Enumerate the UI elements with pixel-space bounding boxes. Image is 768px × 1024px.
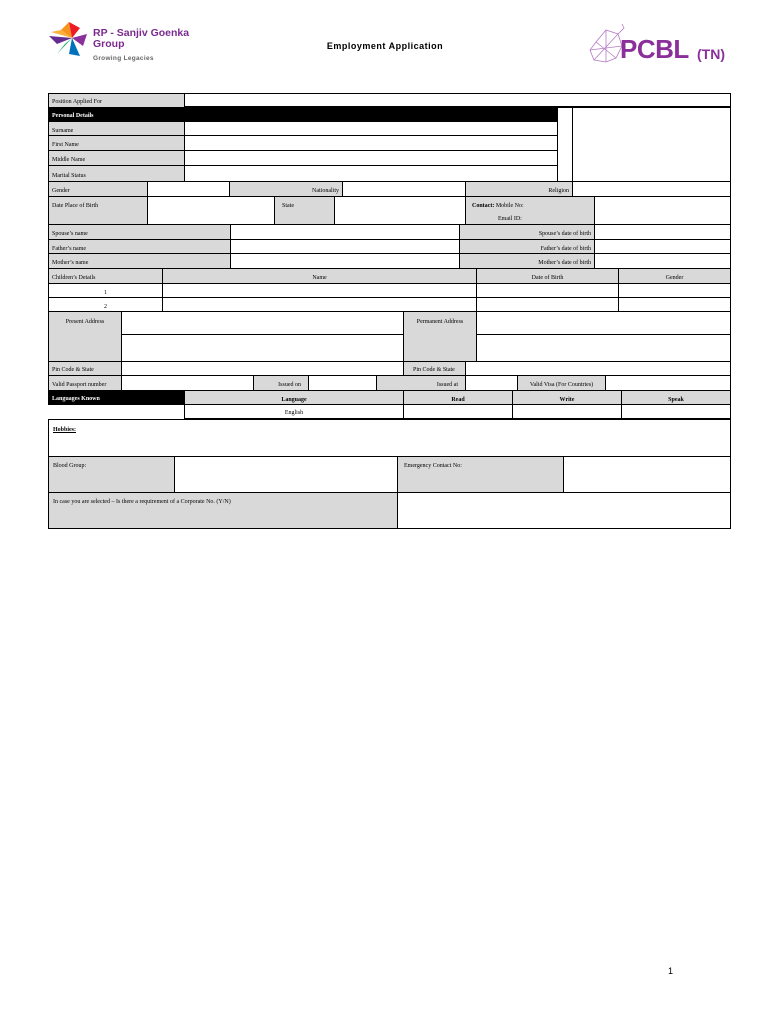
surname-field[interactable]: [184, 121, 558, 136]
rp-logo-text: [93, 28, 189, 50]
blood-group-label: Blood Group:: [48, 456, 175, 493]
lang-row-english: English: [184, 404, 404, 419]
lang-english-speak[interactable]: [621, 404, 731, 419]
rp-logo-line2: Group: [93, 38, 125, 50]
email-label: Email ID:: [498, 216, 522, 222]
children-row-1-index: 1: [48, 283, 163, 298]
page-title: Employment Application: [326, 41, 444, 51]
passport-field[interactable]: [121, 375, 254, 391]
languages-known-header: Languages Known: [48, 390, 185, 405]
issued-on-field[interactable]: [308, 375, 377, 391]
marital-status-label: Marital Status: [48, 165, 185, 182]
children-col-name: Name: [162, 268, 477, 284]
state-label: State: [274, 196, 335, 225]
father-name-field[interactable]: [230, 239, 460, 254]
religion-field[interactable]: [572, 181, 731, 197]
gender-label: Gender: [48, 181, 148, 197]
spouse-name-label: Spouse’s name: [48, 224, 231, 240]
photo-box[interactable]: [572, 107, 731, 182]
rp-logo-line1: RP - Sanjiv Goenka: [93, 27, 190, 39]
children-row-2-name[interactable]: [162, 297, 477, 312]
lang-english-write[interactable]: [512, 404, 622, 419]
permanent-address-field-line2[interactable]: [476, 334, 731, 362]
spouse-dob-label: Spouse’s date of birth: [459, 224, 595, 240]
emergency-contact-label: Emergency Contact No:: [397, 456, 564, 493]
surname-label: Surname: [48, 121, 185, 136]
page-number: 1: [668, 966, 674, 976]
middle-name-field[interactable]: [184, 150, 558, 166]
contact-label: [465, 196, 595, 225]
children-details-label: Children’s Details: [48, 268, 163, 284]
dob-place-field[interactable]: [147, 196, 275, 225]
position-applied-field[interactable]: [184, 93, 731, 107]
dob-place-label: Date Place of Birth: [48, 196, 148, 225]
nationality-label: Nationality: [229, 181, 343, 197]
mobile-field[interactable]: [594, 196, 731, 225]
passport-label: Valid Passport number: [48, 375, 122, 391]
hobbies-label: Hobbies:: [53, 427, 77, 433]
lang-col-read: Read: [403, 390, 513, 405]
visa-label: Valid Visa (For Countries): [517, 375, 606, 391]
first-name-label: First Name: [48, 135, 185, 151]
children-col-gender: Gender: [618, 268, 731, 284]
permanent-address-field-line1[interactable]: [476, 311, 731, 335]
father-dob-label: Father’s date of birth: [459, 239, 595, 254]
marital-status-field[interactable]: [184, 165, 558, 182]
present-address-field-line2[interactable]: [121, 334, 404, 362]
corporate-no-label: In case you are selected – Is there a requirement of a Corporate No. (Y/N): [48, 492, 398, 529]
issued-at-field[interactable]: [465, 375, 518, 391]
children-row-2-gender[interactable]: [618, 297, 731, 312]
rp-tagline: Growing Legacies: [93, 55, 154, 62]
children-row-1-name[interactable]: [162, 283, 477, 298]
mobile-label: Mobile No:: [494, 203, 524, 209]
middle-name-label: Middle Name: [48, 150, 185, 166]
mother-name-field[interactable]: [230, 253, 460, 269]
permanent-pin-state-label: Pin Code & State: [403, 361, 466, 376]
emergency-contact-field[interactable]: [563, 456, 731, 493]
photo-box-separator: [557, 107, 573, 182]
present-pin-state-field[interactable]: [121, 361, 404, 376]
contact-bold-label: Contact:: [472, 203, 495, 209]
father-dob-field[interactable]: [594, 239, 731, 254]
children-row-2-index: 2: [48, 297, 163, 312]
lang-col-write: Write: [512, 390, 622, 405]
lang-english-read[interactable]: [403, 404, 513, 419]
contact-mobile-label: [472, 203, 588, 209]
children-row-1-gender[interactable]: [618, 283, 731, 298]
children-row-1-dob[interactable]: [476, 283, 619, 298]
spouse-dob-field[interactable]: [594, 224, 731, 240]
first-name-field[interactable]: [184, 135, 558, 151]
present-address-field-line1[interactable]: [121, 311, 404, 335]
hobbies-box[interactable]: [48, 419, 731, 457]
present-address-label: Present Address: [48, 311, 122, 362]
state-field[interactable]: [334, 196, 466, 225]
spouse-name-field[interactable]: [230, 224, 460, 240]
pcbl-logo-text: PCBL: [620, 34, 689, 64]
permanent-pin-state-field[interactable]: [465, 361, 731, 376]
permanent-address-label: Permanent Address: [403, 311, 477, 362]
corporate-no-field[interactable]: [397, 492, 731, 529]
personal-details-header: Personal Details: [48, 107, 558, 122]
gender-field[interactable]: [147, 181, 230, 197]
lang-col-speak: Speak: [621, 390, 731, 405]
mother-dob-label: Mother’s date of birth: [459, 253, 595, 269]
religion-label: Religion: [465, 181, 573, 197]
position-applied-label: Position Applied For: [48, 93, 185, 108]
rp-star-icon: [47, 20, 91, 60]
issued-at-label: Issued at: [376, 375, 466, 391]
mother-name-label: Mother’s name: [48, 253, 231, 269]
children-col-dob: Date of Birth: [476, 268, 619, 284]
nationality-field[interactable]: [342, 181, 466, 197]
lang-col-language: Language: [184, 390, 404, 405]
blood-group-field[interactable]: [174, 456, 398, 493]
children-row-2-dob[interactable]: [476, 297, 619, 312]
mother-dob-field[interactable]: [594, 253, 731, 269]
present-pin-state-label: Pin Code & State: [48, 361, 122, 376]
visa-field[interactable]: [605, 375, 731, 391]
father-name-label: Father’s name: [48, 239, 231, 254]
issued-on-label: Issued on: [253, 375, 309, 391]
pcbl-logo-suffix: (TN): [697, 46, 725, 62]
